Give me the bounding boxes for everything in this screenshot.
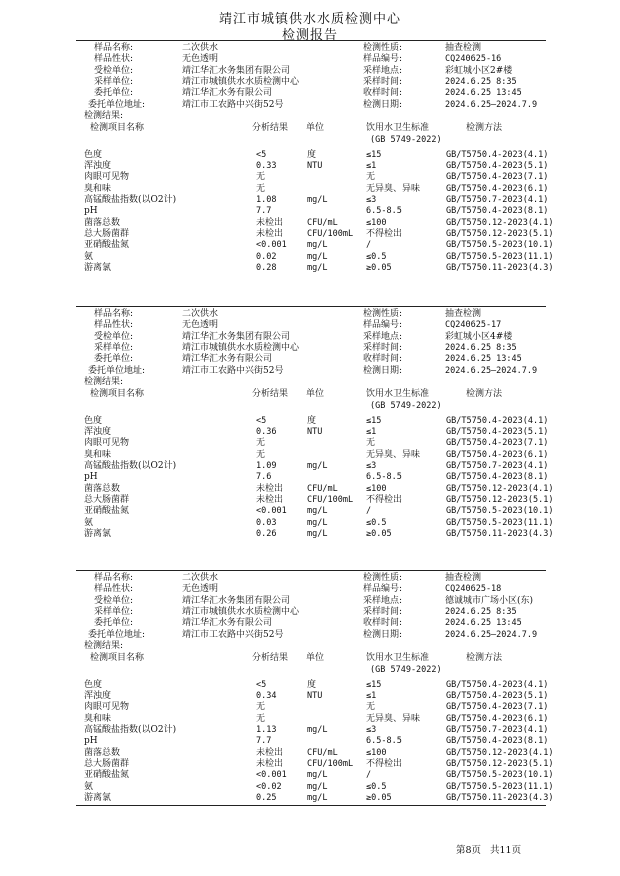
result-method: GB/T5750.7-2023(4.1)	[446, 461, 549, 471]
receive-time-value: 2024.6.25 13:45	[445, 354, 522, 365]
receive-time-label: 收样时间:	[363, 618, 403, 629]
result-method: GB/T5750.4-2023(7.1)	[446, 438, 549, 449]
result-method: GB/T5750.4-2023(4.1)	[446, 679, 549, 690]
client-unit-value: 靖江华汇水务集团有限公司	[182, 595, 291, 606]
result-method: GB/T5750.4-2023(5.1)	[446, 427, 549, 438]
result-standard: 无	[366, 438, 376, 449]
result-unit: mg/L	[307, 792, 328, 803]
result-item-name: 总大肠菌群	[84, 758, 130, 769]
result-item-name: 浑浊度	[84, 161, 112, 172]
result-standard: 不得检出	[366, 228, 403, 239]
column-header-standard: 饮用水卫生标准	[366, 122, 430, 133]
test-nature-label: 检测性质:	[363, 309, 403, 319]
test-nature-label: 检测性质:	[363, 43, 403, 53]
result-method: GB/T5750.4-2023(7.1)	[446, 702, 549, 713]
result-method: GB/T5750.4-2023(4.1)	[446, 149, 549, 160]
commission-unit-label: 委托单位:	[94, 618, 134, 629]
result-standard: ≤3	[366, 461, 377, 471]
sampling-time-label: 采样时间:	[363, 606, 403, 617]
commission-address-label: 委托单位地址:	[88, 629, 146, 640]
result-method: GB/T5750.5-2023(11.1)	[446, 781, 554, 792]
result-value: 0.03	[256, 517, 277, 528]
result-unit: CFU/mL	[307, 747, 338, 758]
result-value: 7.7	[256, 736, 272, 747]
result-item-name: 菌落总数	[84, 747, 121, 758]
result-standard: 无异臭、异味	[366, 713, 421, 724]
result-method: GB/T5750.4-2023(7.1)	[446, 172, 549, 183]
result-value: 无	[256, 449, 266, 460]
result-value: 7.7	[256, 206, 272, 217]
sampling-time-value: 2024.6.25 8:35	[445, 606, 517, 617]
column-header-result: 分析结果	[252, 122, 289, 133]
sample-name-label: 样品名称:	[94, 309, 134, 319]
result-item-name: 游离氯	[84, 792, 112, 803]
result-standard: ≥0.05	[366, 262, 392, 273]
result-standard: ≤0.5	[366, 781, 387, 792]
commission-address-label: 委托单位地址:	[88, 99, 146, 110]
section-divider	[76, 805, 546, 806]
result-method: GB/T5750.7-2023(4.1)	[446, 195, 549, 205]
result-value: 0.34	[256, 691, 277, 702]
result-method: GB/T5750.4-2023(8.1)	[446, 736, 549, 747]
commission-unit-value: 靖江华汇水务有限公司	[182, 618, 273, 629]
result-unit: CFU/100mL	[307, 494, 354, 505]
result-value: 未检出	[256, 494, 284, 505]
result-method: GB/T5750.4-2023(5.1)	[446, 691, 549, 702]
test-nature-value: 抽查检测	[445, 43, 482, 53]
result-unit: CFU/100mL	[307, 758, 354, 769]
results-heading: 检测结果:	[84, 376, 124, 387]
sampling-site-label: 采样地点:	[363, 595, 403, 606]
column-header-method: 检测方法	[466, 122, 503, 133]
client-unit-label: 受检单位:	[94, 331, 134, 342]
column-header-standard: 饮用水卫生标准	[366, 388, 430, 399]
result-standard: ≥0.05	[366, 792, 392, 803]
result-standard: 不得检出	[366, 494, 403, 505]
result-method: GB/T5750.11-2023(4.3)	[446, 262, 554, 273]
sample-no-value: CQ240625-18	[445, 584, 502, 595]
page-number: 第8页	[456, 845, 482, 856]
sampling-site-value: 德诚城市广场小区(东)	[445, 595, 534, 606]
result-value: 0.26	[256, 528, 277, 539]
result-method: GB/T5750.5-2023(10.1)	[446, 770, 554, 781]
sample-no-value: CQ240625-16	[445, 54, 502, 65]
result-method: GB/T5750.4-2023(6.1)	[446, 183, 549, 194]
report-title-org: 靖江市城镇供水水质检测中心	[218, 12, 401, 27]
result-standard: ≤3	[366, 195, 377, 205]
column-header-standard-sub: (GB 5749-2022)	[370, 134, 442, 145]
result-unit: mg/L	[307, 195, 328, 205]
result-unit: mg/L	[307, 528, 328, 539]
column-header-item: 检测项目名称	[90, 388, 145, 399]
result-value: 0.36	[256, 427, 277, 438]
sampling-time-label: 采样时间:	[363, 342, 403, 353]
sampling-time-label: 采样时间:	[363, 76, 403, 87]
result-standard: ≤100	[366, 217, 387, 228]
result-method: GB/T5750.12-2023(5.1)	[446, 494, 554, 505]
result-method: GB/T5750.12-2023(4.1)	[446, 747, 554, 758]
result-item-name: 色度	[84, 679, 103, 690]
sampling-site-label: 采样地点:	[363, 65, 403, 76]
receive-time-value: 2024.6.25 13:45	[445, 618, 522, 629]
result-value: 1.08	[256, 195, 277, 205]
result-item-name: 色度	[84, 149, 103, 160]
result-value: 未检出	[256, 758, 284, 769]
result-method: GB/T5750.12-2023(4.1)	[446, 217, 554, 228]
test-date-label: 检测日期:	[363, 629, 403, 640]
result-item-name: 色度	[84, 415, 103, 426]
result-standard: ≤15	[366, 149, 382, 160]
column-header-method: 检测方法	[466, 652, 503, 663]
result-unit: 度	[307, 415, 317, 426]
result-value: 7.6	[256, 472, 272, 483]
result-item-name: 臭和味	[84, 183, 112, 194]
result-item-name: 氨	[84, 251, 94, 262]
test-nature-value: 抽查检测	[445, 309, 482, 319]
sampling-site-value: 彩虹城小区2#楼	[445, 65, 513, 76]
results-heading: 检测结果:	[84, 110, 124, 121]
result-item-name: 浑浊度	[84, 691, 112, 702]
result-standard: /	[366, 240, 372, 251]
result-item-name: 总大肠菌群	[84, 494, 130, 505]
result-method: GB/T5750.4-2023(8.1)	[446, 472, 549, 483]
page-total: 共11页	[490, 845, 522, 856]
column-header-standard-sub: (GB 5749-2022)	[370, 664, 442, 675]
result-item-name: 高锰酸盐指数(以O2计)	[84, 195, 177, 205]
result-standard: ≤15	[366, 679, 382, 690]
result-unit: CFU/mL	[307, 217, 338, 228]
result-standard: ≤1	[366, 161, 377, 172]
result-standard: ≤0.5	[366, 251, 387, 262]
test-date-label: 检测日期:	[363, 99, 403, 110]
result-unit: CFU/mL	[307, 483, 338, 494]
sampling-unit-value: 靖江市城镇供水水质检测中心	[182, 606, 300, 617]
result-standard: 6.5-8.5	[366, 472, 402, 483]
sampling-site-label: 采样地点:	[363, 331, 403, 342]
result-item-name: 臭和味	[84, 449, 112, 460]
sampling-unit-value: 靖江市城镇供水水质检测中心	[182, 342, 300, 353]
result-item-name: 菌落总数	[84, 483, 121, 494]
result-unit: mg/L	[307, 781, 328, 792]
result-item-name: 菌落总数	[84, 217, 121, 228]
result-unit: mg/L	[307, 725, 328, 735]
result-item-name: 肉眼可见物	[84, 438, 130, 449]
result-item-name: 亚硝酸盐氮	[84, 770, 130, 781]
client-unit-label: 受检单位:	[94, 65, 134, 76]
result-value: 0.28	[256, 262, 277, 273]
section-divider	[76, 40, 546, 41]
test-date-value: 2024.6.25—2024.7.9	[445, 99, 538, 110]
client-unit-value: 靖江华汇水务集团有限公司	[182, 331, 291, 342]
result-item-name: 浑浊度	[84, 427, 112, 438]
result-method: GB/T5750.4-2023(6.1)	[446, 449, 549, 460]
result-standard: ≤15	[366, 415, 382, 426]
test-date-value: 2024.6.25—2024.7.9	[445, 629, 538, 640]
column-header-item: 检测项目名称	[90, 652, 145, 663]
sampling-unit-label: 采样单位:	[94, 606, 134, 617]
result-item-name: 肉眼可见物	[84, 702, 130, 713]
result-value: 未检出	[256, 228, 284, 239]
result-value: 未检出	[256, 217, 284, 228]
sample-name-value: 二次供水	[182, 573, 219, 583]
result-value: <0.001	[256, 506, 287, 517]
result-standard: /	[366, 506, 372, 517]
result-item-name: 游离氯	[84, 262, 112, 273]
test-date-label: 检测日期:	[363, 365, 403, 376]
column-header-unit: 单位	[306, 388, 325, 399]
result-item-name: 亚硝酸盐氮	[84, 506, 130, 517]
commission-address-value: 靖江市工农路中兴街52号	[182, 365, 284, 376]
receive-time-label: 收样时间:	[363, 354, 403, 365]
result-value: 无	[256, 702, 266, 713]
result-method: GB/T5750.5-2023(10.1)	[446, 506, 554, 517]
results-heading: 检测结果:	[84, 640, 124, 651]
report-title: 检测报告	[281, 28, 338, 43]
result-value: <0.02	[256, 781, 282, 792]
result-unit: NTU	[307, 427, 323, 438]
section-divider	[76, 570, 546, 571]
commission-unit-value: 靖江华汇水务有限公司	[182, 354, 273, 365]
sample-nature-label: 样品性状:	[94, 54, 134, 65]
column-header-result: 分析结果	[252, 652, 289, 663]
receive-time-value: 2024.6.25 13:45	[445, 88, 522, 99]
commission-address-value: 靖江市工农路中兴街52号	[182, 629, 284, 640]
result-value: 未检出	[256, 483, 284, 494]
result-value: <0.001	[256, 770, 287, 781]
result-method: GB/T5750.11-2023(4.3)	[446, 528, 554, 539]
result-unit: 度	[307, 149, 317, 160]
result-item-name: pH	[84, 472, 98, 483]
result-unit: mg/L	[307, 262, 328, 273]
result-item-name: 总大肠菌群	[84, 228, 130, 239]
result-value: 0.33	[256, 161, 277, 172]
commission-unit-label: 委托单位:	[94, 88, 134, 99]
section-divider	[76, 306, 546, 307]
result-item-name: pH	[84, 206, 98, 217]
result-value: 无	[256, 713, 266, 724]
result-standard: 无异臭、异味	[366, 183, 421, 194]
result-standard: /	[366, 770, 372, 781]
result-method: GB/T5750.7-2023(4.1)	[446, 725, 549, 735]
result-standard: 无异臭、异味	[366, 449, 421, 460]
column-header-standard-sub: (GB 5749-2022)	[370, 400, 442, 411]
test-nature-value: 抽查检测	[445, 573, 482, 583]
result-value: <5	[256, 679, 267, 690]
column-header-result: 分析结果	[252, 388, 289, 399]
result-standard: 6.5-8.5	[366, 206, 402, 217]
result-unit: mg/L	[307, 240, 328, 251]
result-item-name: 氨	[84, 781, 94, 792]
sample-name-label: 样品名称:	[94, 573, 134, 583]
sample-no-label: 样品编号:	[363, 320, 403, 331]
result-standard: ≥0.05	[366, 528, 392, 539]
result-standard: 无	[366, 172, 376, 183]
result-item-name: 高锰酸盐指数(以O2计)	[84, 725, 177, 735]
sampling-site-value: 彩虹城小区4#楼	[445, 331, 513, 342]
result-method: GB/T5750.5-2023(10.1)	[446, 240, 554, 251]
sampling-time-value: 2024.6.25 8:35	[445, 76, 517, 87]
sampling-unit-label: 采样单位:	[94, 76, 134, 87]
result-value: <5	[256, 415, 267, 426]
receive-time-label: 收样时间:	[363, 88, 403, 99]
result-method: GB/T5750.4-2023(8.1)	[446, 206, 549, 217]
result-item-name: 高锰酸盐指数(以O2计)	[84, 461, 177, 471]
result-standard: 无	[366, 702, 376, 713]
column-header-standard: 饮用水卫生标准	[366, 652, 430, 663]
sample-nature-value: 无色透明	[182, 584, 219, 595]
sample-no-value: CQ240625-17	[445, 320, 502, 331]
commission-unit-label: 委托单位:	[94, 354, 134, 365]
result-unit: NTU	[307, 161, 323, 172]
commission-unit-value: 靖江华汇水务有限公司	[182, 88, 273, 99]
sample-nature-label: 样品性状:	[94, 320, 134, 331]
column-header-unit: 单位	[306, 652, 325, 663]
client-unit-label: 受检单位:	[94, 595, 134, 606]
result-item-name: 亚硝酸盐氮	[84, 240, 130, 251]
result-standard: ≤1	[366, 691, 377, 702]
result-unit: mg/L	[307, 517, 328, 528]
result-item-name: 游离氯	[84, 528, 112, 539]
sample-nature-value: 无色透明	[182, 320, 219, 331]
result-item-name: 氨	[84, 517, 94, 528]
result-unit: NTU	[307, 691, 323, 702]
result-value: 1.13	[256, 725, 277, 735]
result-method: GB/T5750.4-2023(6.1)	[446, 713, 549, 724]
test-nature-label: 检测性质:	[363, 573, 403, 583]
client-unit-value: 靖江华汇水务集团有限公司	[182, 65, 291, 76]
result-standard: 6.5-8.5	[366, 736, 402, 747]
result-method: GB/T5750.5-2023(11.1)	[446, 251, 554, 262]
result-value: <0.001	[256, 240, 287, 251]
sample-name-value: 二次供水	[182, 43, 219, 53]
result-standard: 不得检出	[366, 758, 403, 769]
result-value: 1.09	[256, 461, 277, 471]
column-header-unit: 单位	[306, 122, 325, 133]
result-standard: ≤100	[366, 483, 387, 494]
result-unit: mg/L	[307, 506, 328, 517]
result-value: <5	[256, 149, 267, 160]
column-header-item: 检测项目名称	[90, 122, 145, 133]
result-method: GB/T5750.5-2023(11.1)	[446, 517, 554, 528]
column-header-method: 检测方法	[466, 388, 503, 399]
result-method: GB/T5750.12-2023(4.1)	[446, 483, 554, 494]
result-value: 未检出	[256, 747, 284, 758]
result-value: 0.25	[256, 792, 277, 803]
commission-address-label: 委托单位地址:	[88, 365, 146, 376]
sample-nature-value: 无色透明	[182, 54, 219, 65]
result-unit: CFU/100mL	[307, 228, 354, 239]
result-unit: mg/L	[307, 461, 328, 471]
sampling-unit-label: 采样单位:	[94, 342, 134, 353]
result-value: 无	[256, 172, 266, 183]
sample-no-label: 样品编号:	[363, 54, 403, 65]
result-item-name: 臭和味	[84, 713, 112, 724]
result-value: 0.02	[256, 251, 277, 262]
result-standard: ≤1	[366, 427, 377, 438]
sample-no-label: 样品编号:	[363, 584, 403, 595]
result-standard: ≤0.5	[366, 517, 387, 528]
result-unit: mg/L	[307, 251, 328, 262]
test-date-value: 2024.6.25—2024.7.9	[445, 365, 538, 376]
sample-name-label: 样品名称:	[94, 43, 134, 53]
result-method: GB/T5750.11-2023(4.3)	[446, 792, 554, 803]
result-method: GB/T5750.4-2023(5.1)	[446, 161, 549, 172]
result-standard: ≤100	[366, 747, 387, 758]
result-method: GB/T5750.12-2023(5.1)	[446, 758, 554, 769]
commission-address-value: 靖江市工农路中兴街52号	[182, 99, 284, 110]
sample-nature-label: 样品性状:	[94, 584, 134, 595]
result-item-name: 肉眼可见物	[84, 172, 130, 183]
result-value: 无	[256, 183, 266, 194]
sampling-time-value: 2024.6.25 8:35	[445, 342, 517, 353]
sample-name-value: 二次供水	[182, 309, 219, 319]
result-value: 无	[256, 438, 266, 449]
result-method: GB/T5750.4-2023(4.1)	[446, 415, 549, 426]
result-standard: ≤3	[366, 725, 377, 735]
result-item-name: pH	[84, 736, 98, 747]
result-method: GB/T5750.12-2023(5.1)	[446, 228, 554, 239]
sampling-unit-value: 靖江市城镇供水水质检测中心	[182, 76, 300, 87]
result-unit: mg/L	[307, 770, 328, 781]
result-unit: 度	[307, 679, 317, 690]
